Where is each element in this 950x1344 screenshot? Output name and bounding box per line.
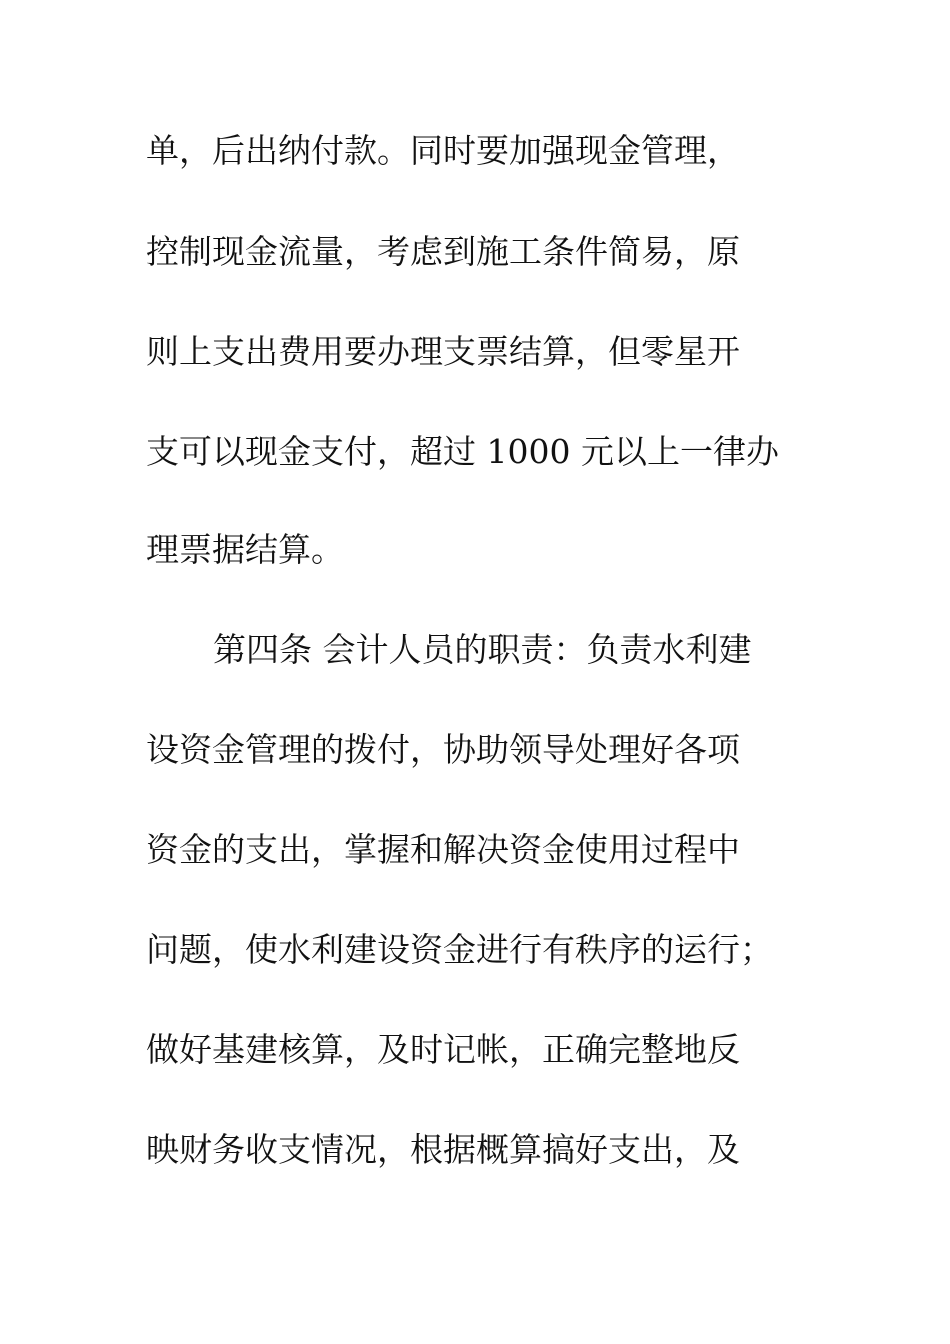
text-line-3: 则上支出费用要办理支票结算，但零星开 (146, 332, 740, 371)
article-four-heading-line: 第四条 会计人员的职责：负责水利建 (213, 630, 752, 669)
text-line-5: 理票据结算。 (146, 530, 344, 569)
text-line-7: 设资金管理的拨付，协助领导处理好各项 (146, 730, 740, 769)
text-line-4: 支可以现金支付，超过 1000 元以上一律办 (146, 432, 779, 471)
text-line-8: 资金的支出，掌握和解决资金使用过程中 (146, 830, 740, 869)
text-line-11: 映财务收支情况，根据概算搞好支出，及 (146, 1130, 740, 1169)
text-line-9: 问题，使水利建设资金进行有秩序的运行； (146, 930, 773, 969)
text-line-10: 做好基建核算，及时记帐，正确完整地反 (146, 1030, 740, 1069)
text-line-1: 单，后出纳付款。同时要加强现金管理， (146, 131, 740, 170)
text-line-2: 控制现金流量，考虑到施工条件简易，原 (146, 232, 740, 271)
